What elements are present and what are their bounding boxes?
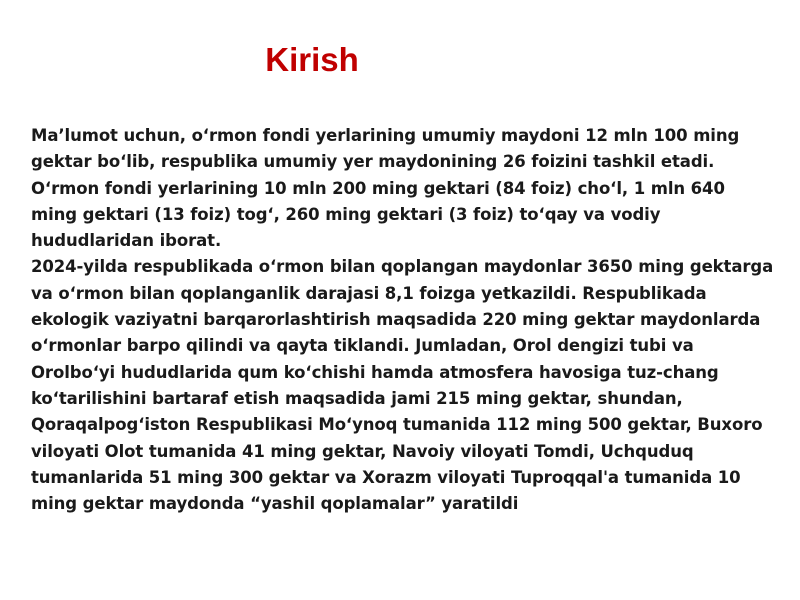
body-paragraph: Ma’lumot uchun, o‘rmon fondi yerlarining umumiy maydoni 12 mln 100 ming gektar bo‘lib, respublika umumiy yer maydonining 26 foizini tashkil etadi. O‘rmon fondi yerlarining 10 mln 200 ming gektari (84 foiz) cho‘l, 1 mln 640 ming gektari (13 foiz) tog‘, 260 ming gektari (3 foiz) to‘qay va vodiy hududlaridan iborat. xyxy=(31,126,740,251)
slide-title: Kirish xyxy=(265,41,359,78)
slide-body xyxy=(31,123,776,517)
body-paragraph: 2024-yilda respublikada o‘rmon bilan qoplangan maydonlar 3650 ming gektarga va o‘rmon bilan qoplanganlik darajasi 8,1 foizga yetkazildi. Respublikada ekologik vaziyatni barqarorlashtirish maqsadida 220 ming gektar maydonlarda o‘rmonlar barpo qilindi va qayta tiklandi. Jumladan, Orol dengizi tubi va Orolbo‘yi hududlarida qum ko‘chishi hamda atmosfera havosiga tuz-chang ko‘tarilishini bartaraf etish maqsadida jami 215 ming gektar, shundan, Qoraqalpog‘iston Respublikasi Mo‘ynoq tumanida 112 ming 500 gektar, Buxoro viloyati Olot tumanida 41 ming gektar, Navoiy viloyati Tomdi, Uchquduq tumanlarida 51 ming 300 gektar va Xorazm viloyati Tuproqqal'a tumanida 10 ming gektar maydonda “yashil qoplamalar” yaratildi xyxy=(31,257,774,514)
